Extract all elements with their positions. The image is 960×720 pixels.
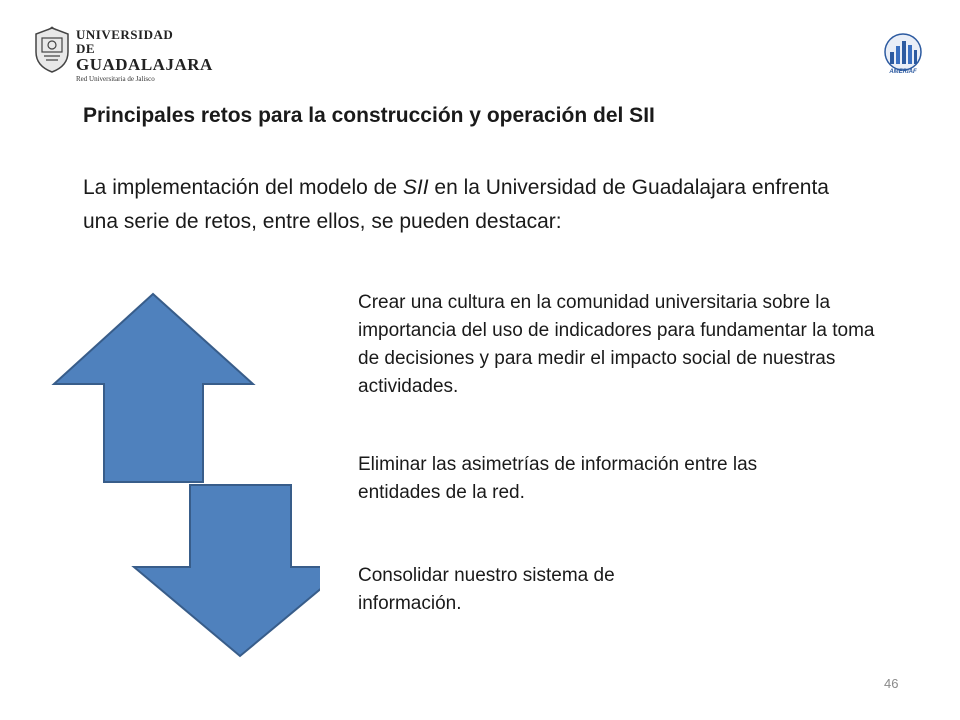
challenge-item-3: Consolidar nuestro sistema de información. [358,565,615,614]
ameriaf-emblem-icon [878,32,928,72]
ameriaf-label: AMERIAF [889,69,917,75]
page-number: 46 [884,676,899,691]
udg-line3: Red Universitaria de Jalisco [76,75,155,83]
intro-text-before: La implementación del modelo de [83,176,403,199]
udg-wordmark [76,27,213,84]
down-arrow-icon [134,485,320,656]
challenge-item-2: Eliminar las asimetrías de información entre las entidades de la red. [358,454,758,503]
udg-logo [32,26,213,83]
udg-seal-icon [32,26,72,74]
intro-text-after: en la Universidad de Guadalajara enfrenta una serie de retos, entre ellos, se pueden destacar: [83,176,829,233]
challenge-item-1: Crear una cultura en la comunidad universitaria sobre la importancia del uso de indicadores para fundamentar la toma de decisiones y para medir el impacto social de nuestras actividades. [358,292,875,397]
slide-title: Principales retos para la construcción y operación del SII [83,104,655,127]
up-arrow-icon [54,294,253,482]
intro-emphasis: SII [402,176,429,199]
udg-line1: UNIVERSIDAD DE [76,27,174,56]
intro-paragraph [83,171,863,239]
up-down-arrows [50,292,320,662]
udg-line2: GUADALAJARA [76,55,213,74]
ameriaf-logo [878,32,928,80]
